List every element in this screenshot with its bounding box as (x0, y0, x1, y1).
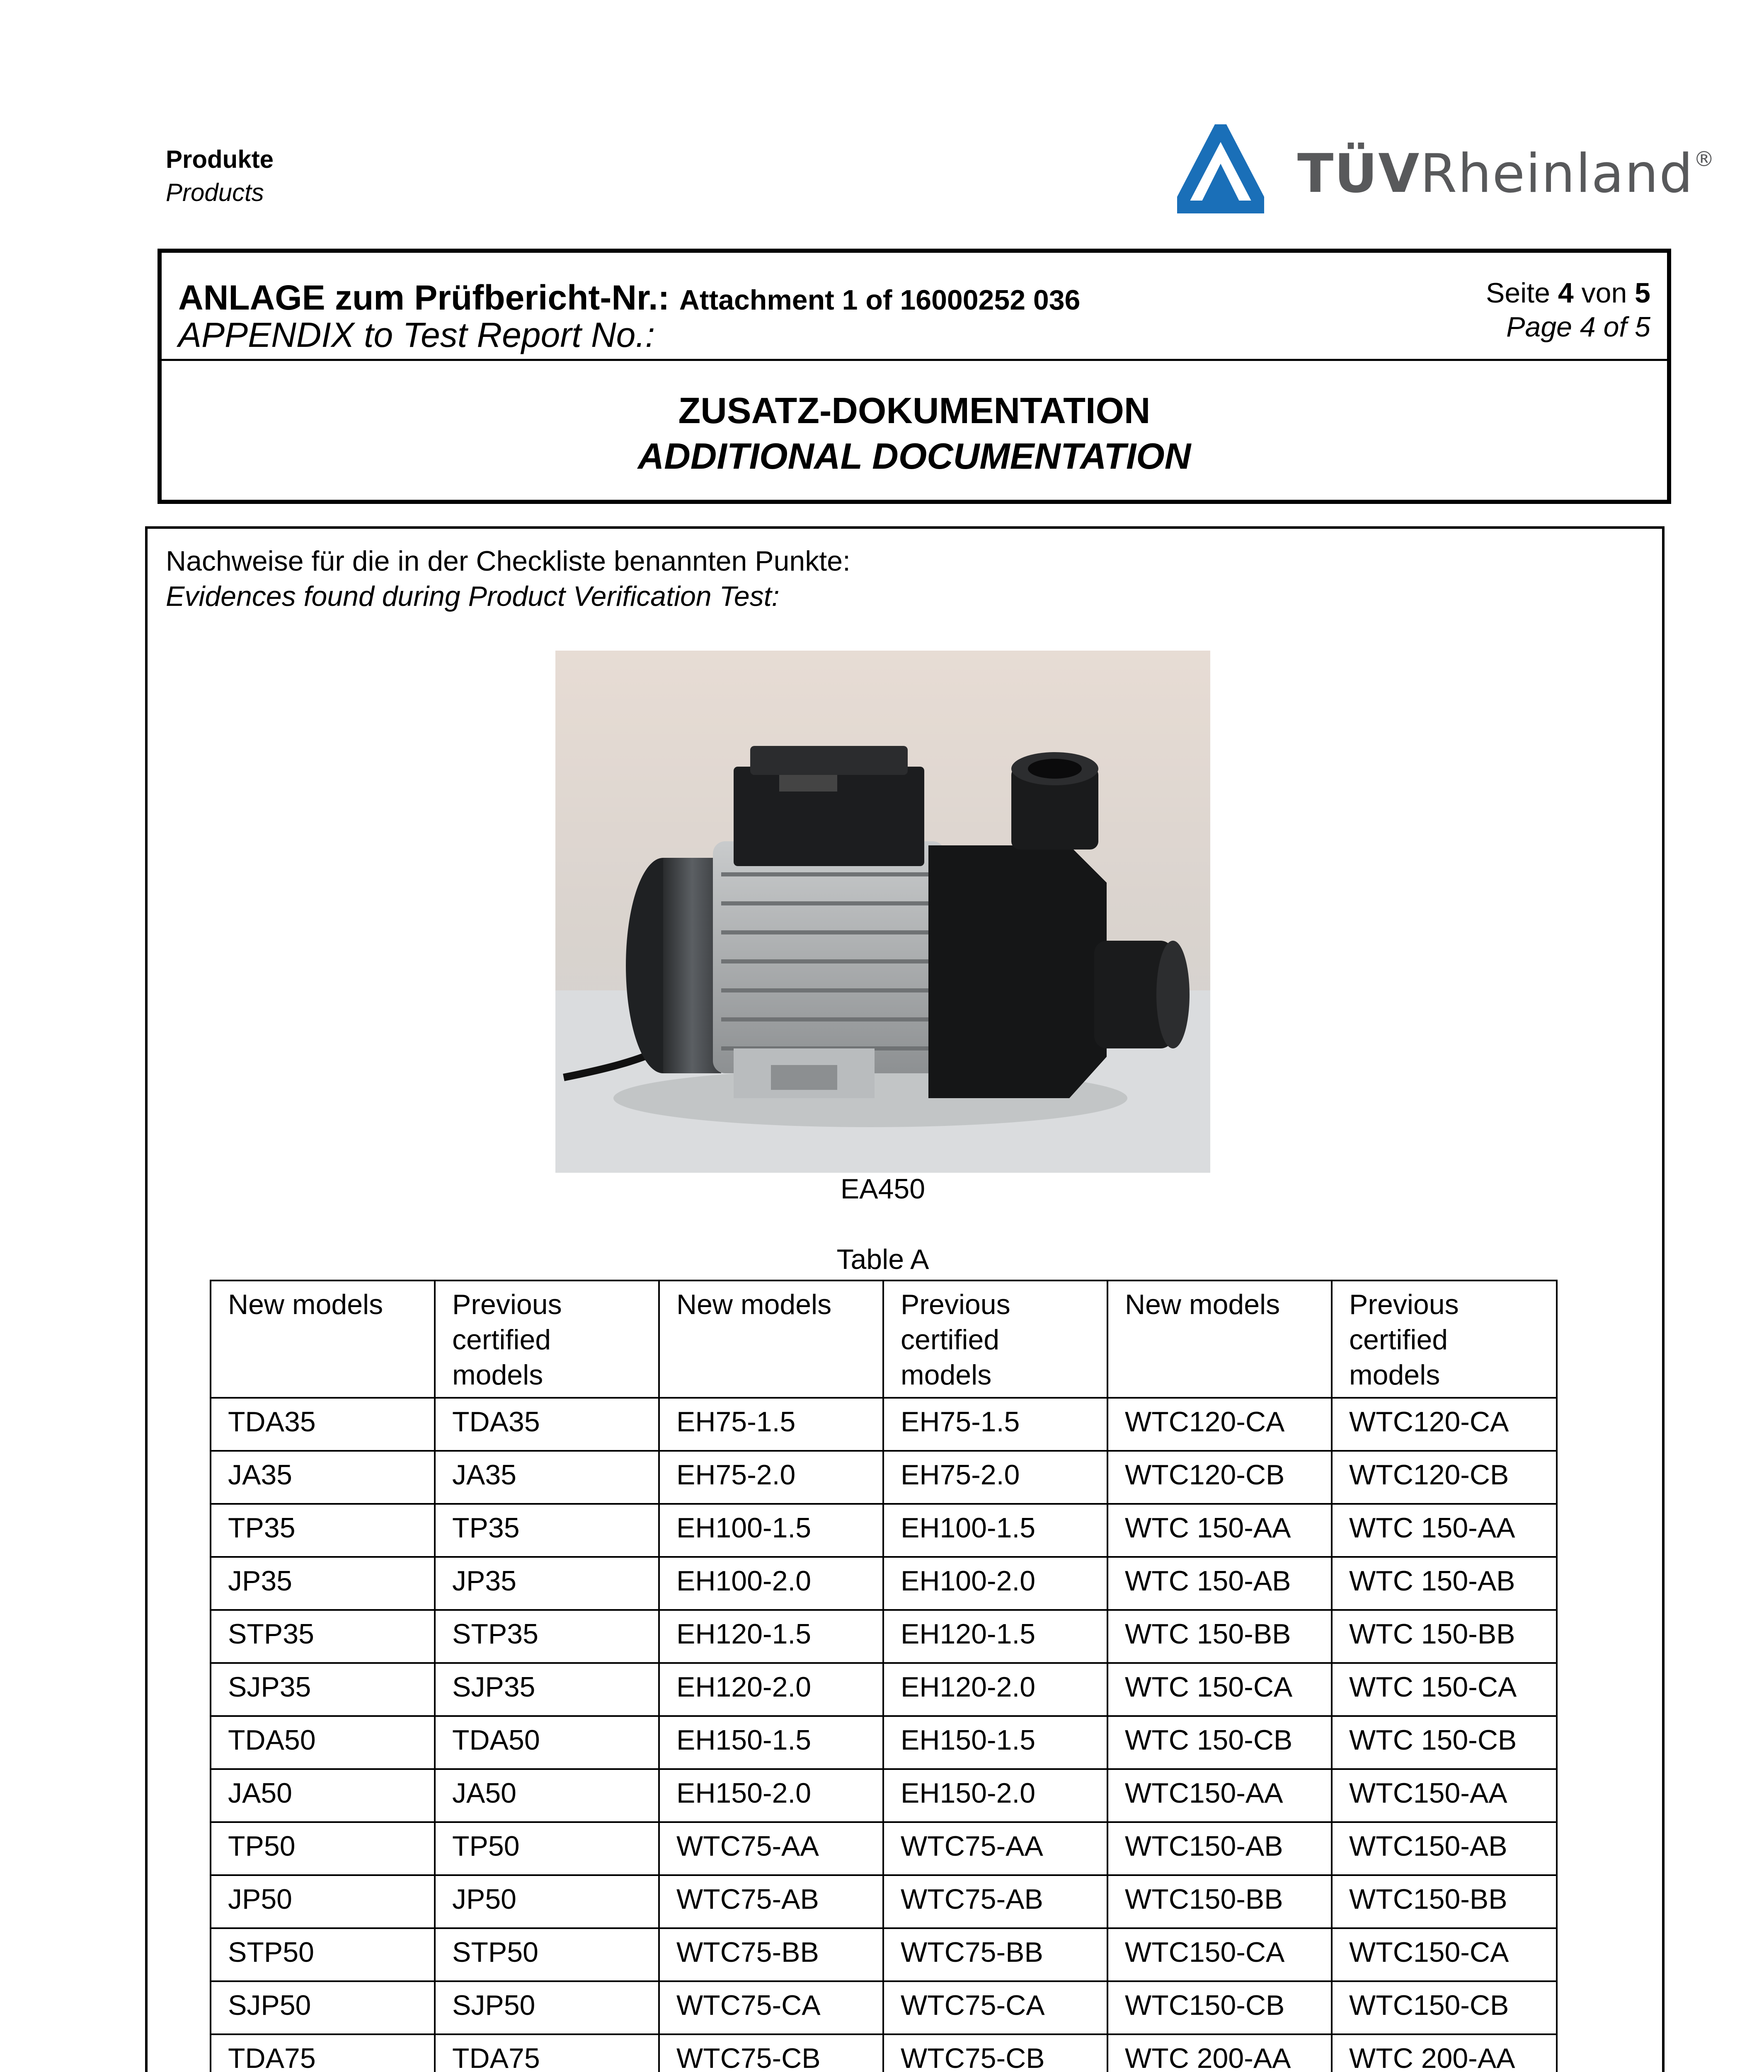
table-cell: SJP35 (435, 1663, 659, 1716)
table-cell: WTC75-AA (659, 1822, 883, 1875)
header-cell: Previous certified models (435, 1280, 659, 1398)
table-cell: TP50 (211, 1822, 435, 1875)
table-cell: WTC150-AB (1332, 1822, 1557, 1875)
table-cell: SJP50 (435, 1981, 659, 2034)
table-cell: EH150-1.5 (659, 1716, 883, 1769)
tuv-rheinland-logo (1177, 124, 1716, 213)
table-cell: JA35 (211, 1451, 435, 1504)
header-divider (162, 359, 1667, 361)
tuv-triangle-icon (1177, 124, 1264, 213)
table-cell: JA50 (435, 1769, 659, 1822)
table-row (211, 1398, 1557, 1451)
table-cell: WTC 150-CB (1107, 1716, 1332, 1769)
photo-caption: EA450 (840, 1173, 926, 1205)
table-cell: TDA50 (211, 1716, 435, 1769)
evidence-intro-de: Nachweise für die in der Checkliste benannten Punkte: (166, 545, 850, 577)
table-cell: TP35 (435, 1504, 659, 1557)
header-cell: New models (211, 1280, 435, 1398)
table-cell: WTC75-BB (659, 1928, 883, 1981)
table-cell: WTC150-CA (1107, 1928, 1332, 1981)
table-title: Table A (836, 1244, 929, 1275)
logo-wordmark: TÜVRheinland® (1297, 143, 1716, 205)
table-cell: JA35 (435, 1451, 659, 1504)
table-cell: WTC75-AB (883, 1875, 1107, 1928)
table-cell: TP35 (211, 1504, 435, 1557)
table-cell: WTC 150-AB (1332, 1557, 1557, 1610)
table-cell: WTC 150-BB (1107, 1610, 1332, 1663)
attachment-header-box (158, 249, 1671, 504)
table-cell: TDA35 (435, 1398, 659, 1451)
appendix-title-de: ANLAGE zum Prüfbericht-Nr.: Attachment 1 of 16000252 036 (178, 278, 1081, 317)
pump-photo (555, 651, 1210, 1173)
page-number-de: Seite 4 von 5 (1485, 277, 1650, 309)
table-cell: EH100-2.0 (659, 1557, 883, 1610)
table-row (211, 2034, 1557, 2072)
table-cell: EH100-1.5 (883, 1504, 1107, 1557)
table-row (211, 1981, 1557, 2034)
models-table-body (211, 1280, 1557, 2072)
table-cell: WTC120-CA (1107, 1398, 1332, 1451)
table-row (211, 1663, 1557, 1716)
evidence-intro-en: Evidences found during Product Verification Test: (166, 581, 780, 612)
table-cell: WTC150-AB (1107, 1822, 1332, 1875)
table-cell: SJP50 (211, 1981, 435, 2034)
table-cell: WTC75-CA (883, 1981, 1107, 2034)
table-cell: EH150-2.0 (883, 1769, 1107, 1822)
table-row (211, 1875, 1557, 1928)
models-table (210, 1280, 1558, 2072)
table-cell: WTC 150-CB (1332, 1716, 1557, 1769)
table-cell: WTC 150-AB (1107, 1557, 1332, 1610)
header-cell: Previous certified models (1332, 1280, 1557, 1398)
table-cell: EH120-2.0 (883, 1663, 1107, 1716)
section-title-de: ZUSATZ-DOKUMENTATION (678, 390, 1151, 431)
pump-illustration (555, 651, 1210, 1173)
table-row (211, 1716, 1557, 1769)
table-cell: WTC 200-AA (1107, 2034, 1332, 2072)
table-cell: WTC75-AA (883, 1822, 1107, 1875)
table-cell: STP35 (435, 1610, 659, 1663)
table-cell: WTC 150-BB (1332, 1610, 1557, 1663)
header-cell: Previous certified models (883, 1280, 1107, 1398)
table-cell: WTC 150-CA (1107, 1663, 1332, 1716)
table-cell: JP50 (211, 1875, 435, 1928)
table-cell: STP50 (211, 1928, 435, 1981)
table-cell: TDA50 (435, 1716, 659, 1769)
table-cell: EH75-2.0 (659, 1451, 883, 1504)
header-cell: New models (659, 1280, 883, 1398)
table-row (211, 1451, 1557, 1504)
table-cell: JP35 (435, 1557, 659, 1610)
table-cell: EH75-1.5 (659, 1398, 883, 1451)
table-cell: WTC75-BB (883, 1928, 1107, 1981)
table-cell: WTC75-CA (659, 1981, 883, 2034)
table-cell: WTC120-CB (1332, 1451, 1557, 1504)
table-cell: WTC150-BB (1332, 1875, 1557, 1928)
header-cell: New models (1107, 1280, 1332, 1398)
table-cell: EH75-2.0 (883, 1451, 1107, 1504)
table-cell: WTC150-BB (1107, 1875, 1332, 1928)
table-cell: TDA35 (211, 1398, 435, 1451)
table-cell: WTC 150-CA (1332, 1663, 1557, 1716)
table-cell: JP50 (435, 1875, 659, 1928)
table-cell: WTC75-AB (659, 1875, 883, 1928)
table-cell: EH120-1.5 (659, 1610, 883, 1663)
table-cell: JP35 (211, 1557, 435, 1610)
table-row (211, 1928, 1557, 1981)
table-cell: WTC150-CA (1332, 1928, 1557, 1981)
section-title-en: ADDITIONAL DOCUMENTATION (637, 436, 1191, 477)
products-label-de: Produkte (166, 145, 274, 173)
products-label-en: Products (166, 179, 264, 206)
appendix-title-en: APPENDIX to Test Report No.: (178, 315, 655, 354)
table-cell: EH100-2.0 (883, 1557, 1107, 1610)
table-row (211, 1610, 1557, 1663)
table-cell: WTC 150-AA (1107, 1504, 1332, 1557)
table-row (211, 1769, 1557, 1822)
table-header-row (211, 1280, 1557, 1398)
table-cell: EH120-1.5 (883, 1610, 1107, 1663)
table-cell: JA50 (211, 1769, 435, 1822)
table-cell: EH150-1.5 (883, 1716, 1107, 1769)
table-cell: TP50 (435, 1822, 659, 1875)
table-cell: SJP35 (211, 1663, 435, 1716)
table-cell: WTC75-CB (883, 2034, 1107, 2072)
page-number-en: Page 4 of 5 (1506, 311, 1650, 343)
table-cell: EH120-2.0 (659, 1663, 883, 1716)
table-row (211, 1557, 1557, 1610)
table-cell: WTC150-CB (1107, 1981, 1332, 2034)
table-cell: STP50 (435, 1928, 659, 1981)
table-cell: EH75-1.5 (883, 1398, 1107, 1451)
table-cell: WTC120-CA (1332, 1398, 1557, 1451)
table-row (211, 1504, 1557, 1557)
table-cell: WTC120-CB (1107, 1451, 1332, 1504)
table-cell: WTC150-CB (1332, 1981, 1557, 2034)
table-row (211, 1822, 1557, 1875)
table-cell: TDA75 (211, 2034, 435, 2072)
table-cell: WTC150-AA (1332, 1769, 1557, 1822)
table-cell: WTC75-CB (659, 2034, 883, 2072)
table-cell: EH150-2.0 (659, 1769, 883, 1822)
table-cell: EH100-1.5 (659, 1504, 883, 1557)
table-cell: TDA75 (435, 2034, 659, 2072)
table-cell: WTC 150-AA (1332, 1504, 1557, 1557)
table-cell: WTC150-AA (1107, 1769, 1332, 1822)
table-cell: WTC 200-AA (1332, 2034, 1557, 2072)
table-cell: STP35 (211, 1610, 435, 1663)
